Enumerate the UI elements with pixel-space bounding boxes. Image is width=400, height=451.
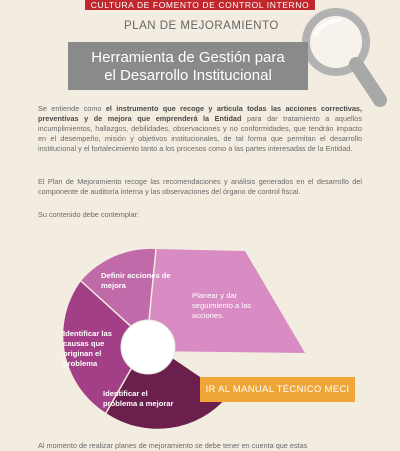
footer-paragraph: Al momento de realizar planes de mejoramiento se debe tener en cuenta que estas	[38, 441, 308, 450]
title-line-1: Herramienta de Gestión para	[91, 49, 285, 66]
manual-meci-button[interactable]: IR AL MANUAL TÉCNICO MECI	[200, 377, 355, 402]
segment-label-identificar-problema: Identificar el problema a mejorar	[103, 389, 174, 408]
segment-label-planear: Planear y dar seguimiento a las acciones.	[192, 291, 252, 320]
magnifier-icon	[300, 4, 390, 114]
plan-paragraph: El Plan de Mejoramiento recoge las recomendaciones y análisis generados en el desarrollo del componente de auditoría interna y las observaciones del órgano de control fiscal.	[38, 177, 362, 196]
intro-paragraph	[38, 104, 362, 154]
title-line-2: el Desarrollo Institucional	[104, 67, 272, 84]
intro-rest: para dar tratamiento a aquellos incumplimientos, hallazgos, debilidades, observaciones y no conformidades, que tendrán impacto en el desempeño, misión y objetivos institucionales, de tal forma que permitan el desarrollo institucional y el fortalecimiento tanto a los procesos como a las partes interesadas de la Entidad.	[38, 114, 363, 153]
content-intro: Su contenido debe contemplar:	[38, 210, 140, 219]
segment-label-definir: Definir acciones de mejora	[101, 271, 171, 290]
intro-bold: el instrumento que recoge y articula todas las acciones correctivas, preventivas y de mejora que emprenderá la Entidad	[38, 104, 362, 123]
segment-label-identificar-causas: Identificar las causas que originan el problema	[63, 329, 112, 368]
top-banner: CULTURA DE FOMENTO DE CONTROL INTERNO	[85, 0, 315, 10]
section-title: PLAN DE MEJORAMIENTO	[124, 20, 279, 32]
intro-prefix: Se entiende como	[38, 104, 106, 113]
title-box	[68, 42, 308, 90]
